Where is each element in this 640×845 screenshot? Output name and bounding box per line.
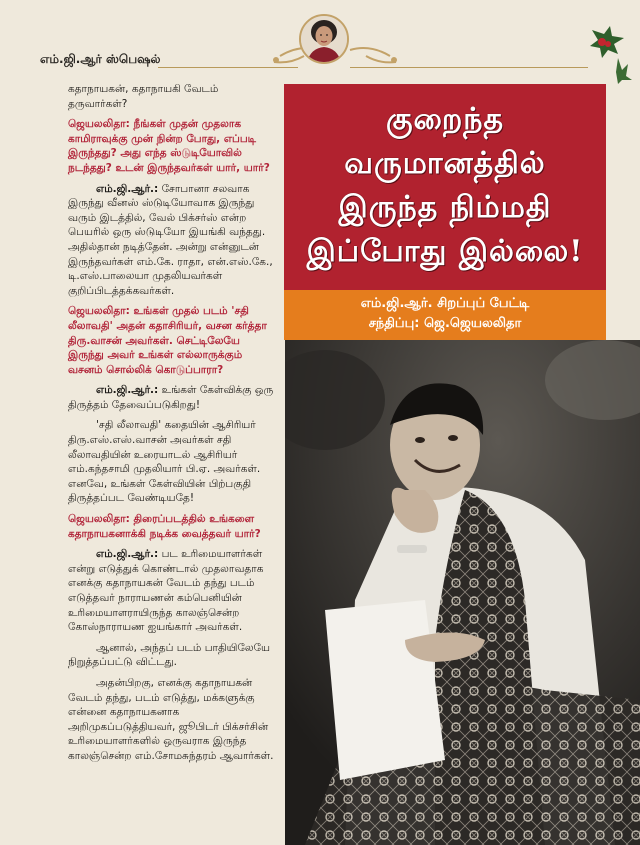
headline-line-2: வருமானத்தில் [344, 146, 546, 181]
subtitle-line-2: சந்திப்பு: ஜெ.ஜெயலலிதா [368, 316, 522, 331]
question-speaker: ஜெயலலிதா: [68, 305, 130, 318]
interview-photo [285, 340, 640, 845]
question-speaker: ஜெயலலிதா: [68, 513, 130, 526]
headline-line-1: குறைந்த [385, 102, 505, 137]
answer-text: சோபானா சலவாக இருந்து வீனஸ் ஸ்டுடியோவாக இருந்து வரும் இடத்தில், வேல் பிக்சர்ஸ் என்ற பெயரில் ஒரு ஸ்டுடியோ இயங்கி வந்தது. அதில்தான் நடித்தேன். அன்று என்னுடன் இருந்தவர்கள் எம்.கே. ராதா, என்.எஸ்.கே., டி.எஸ்.பாலையா முதலியவர்கள் குறிப்பிடத்தக்கவர்கள். [68, 182, 273, 297]
headline-line-4: இப்போது இல்லை! [306, 234, 584, 269]
answer-1 [68, 182, 278, 299]
answer-3 [68, 547, 278, 635]
article-paragraph: 'சதி லீலாவதி' கதையின் ஆசிரியர் திரு.எஸ்.எஸ்.வாசன் அவர்கள் சதி லீலாவதியின் உரையாடல் ஆசிரியர் எம்.கந்தசாமி முதலியார் பி.ஏ. அவர்கள். எனவே, உங்கள் கேள்வியின் பிற்பகுதி திருத்தப்பட வேண்டியதே! [68, 419, 261, 505]
question-2 [68, 304, 278, 377]
question-text: திரைப்படத்தில் உங்களை கதாநாயகனாக்கி நடிக்க வைத்தவர் யார்? [68, 513, 261, 540]
headline-line-3: இருந்த நிம்மதி [338, 190, 552, 225]
question-speaker: ஜெயலலிதா: [68, 118, 130, 131]
question-3 [68, 512, 278, 541]
christmas-ornament-icon [588, 26, 634, 84]
answer-text: உங்கள் கேள்விக்கு ஒரு திருத்தம் தேவைப்படுகிறது! [68, 384, 274, 411]
section-label: எம்.ஜி.ஆர் ஸ்பெஷல் [40, 52, 161, 66]
headline-box [284, 84, 606, 290]
answer-speaker: எம்.ஜி.ஆர்.: [96, 548, 159, 561]
subtitle-line-1: எம்.ஜி.ஆர். சிறப்புப் பேட்டி [360, 296, 530, 311]
article-paragraph: கதாநாயகன், கதாநாயகி வேடம் தருவார்கள்? [68, 83, 219, 110]
article-column [68, 82, 278, 770]
answer-speaker: எம்.ஜி.ஆர்.: [96, 182, 159, 195]
answer-speaker: எம்.ஜி.ஆர்.: [96, 384, 159, 397]
question-text: உங்கள் முதல் படம் 'சதி லீலாவதி' அதன் கதாசிரியர், வசன கர்த்தா திரு.வாசன் அவர்கள். செட்டிலேயே இருந்து அவர் உங்கள் எல்லாருக்கும் வசனம் சொல்லிக் கொடுப்பாரா? [68, 305, 267, 376]
question-text: நீங்கள் முதன் முதலாக காமிராவுக்கு முன் நின்ற போது, எப்படி இருந்தது? அது எந்த ஸ்டுடியோவில் நடந்தது? உடன் இருந்தவர்கள் யார், யார்? [68, 118, 270, 174]
author-portrait-avatar [299, 14, 349, 64]
question-1 [68, 117, 278, 175]
header-rule-left [158, 67, 298, 68]
header-rule-right [350, 67, 588, 68]
answer-text: பட உரிமையாளர்கள் என்று எடுத்துக் கொண்டால் முதலாவதாக எனக்கு கதாநாயகன் வேடம் தந்து படம் எடுத்தவர் நாராயணன் கம்பெனியின் உரிமையாளராயிருந்த காலஞ்சென்ற கோஸ்நாராயண ஐயங்கார் அவர்கள். [68, 548, 264, 634]
answer-2 [68, 383, 278, 412]
page-header [0, 0, 640, 80]
subtitle-box [284, 290, 606, 340]
mgr-photo-image [285, 340, 640, 845]
article-paragraph: ஆனால், அந்தப் படம் பாதியிலேயே நிறுத்தப்பட்டு விட்டது. [68, 641, 270, 669]
headline [284, 98, 606, 274]
article-paragraph: அதன்பிறகு, எனக்கு கதாநாயகன் வேடம் தந்து, படம் எடுத்து, மக்களுக்கு என்னை கதாநாயகனாக அறிமுகப்படுத்தியவர், ஜூபிடர் பிக்சர்சின் உரிமையாளர்களில் ஒருவராக இருந்த காலஞ்சென்ற எம்.சோமசுந்தரம் ஆவார்கள். [68, 676, 274, 762]
